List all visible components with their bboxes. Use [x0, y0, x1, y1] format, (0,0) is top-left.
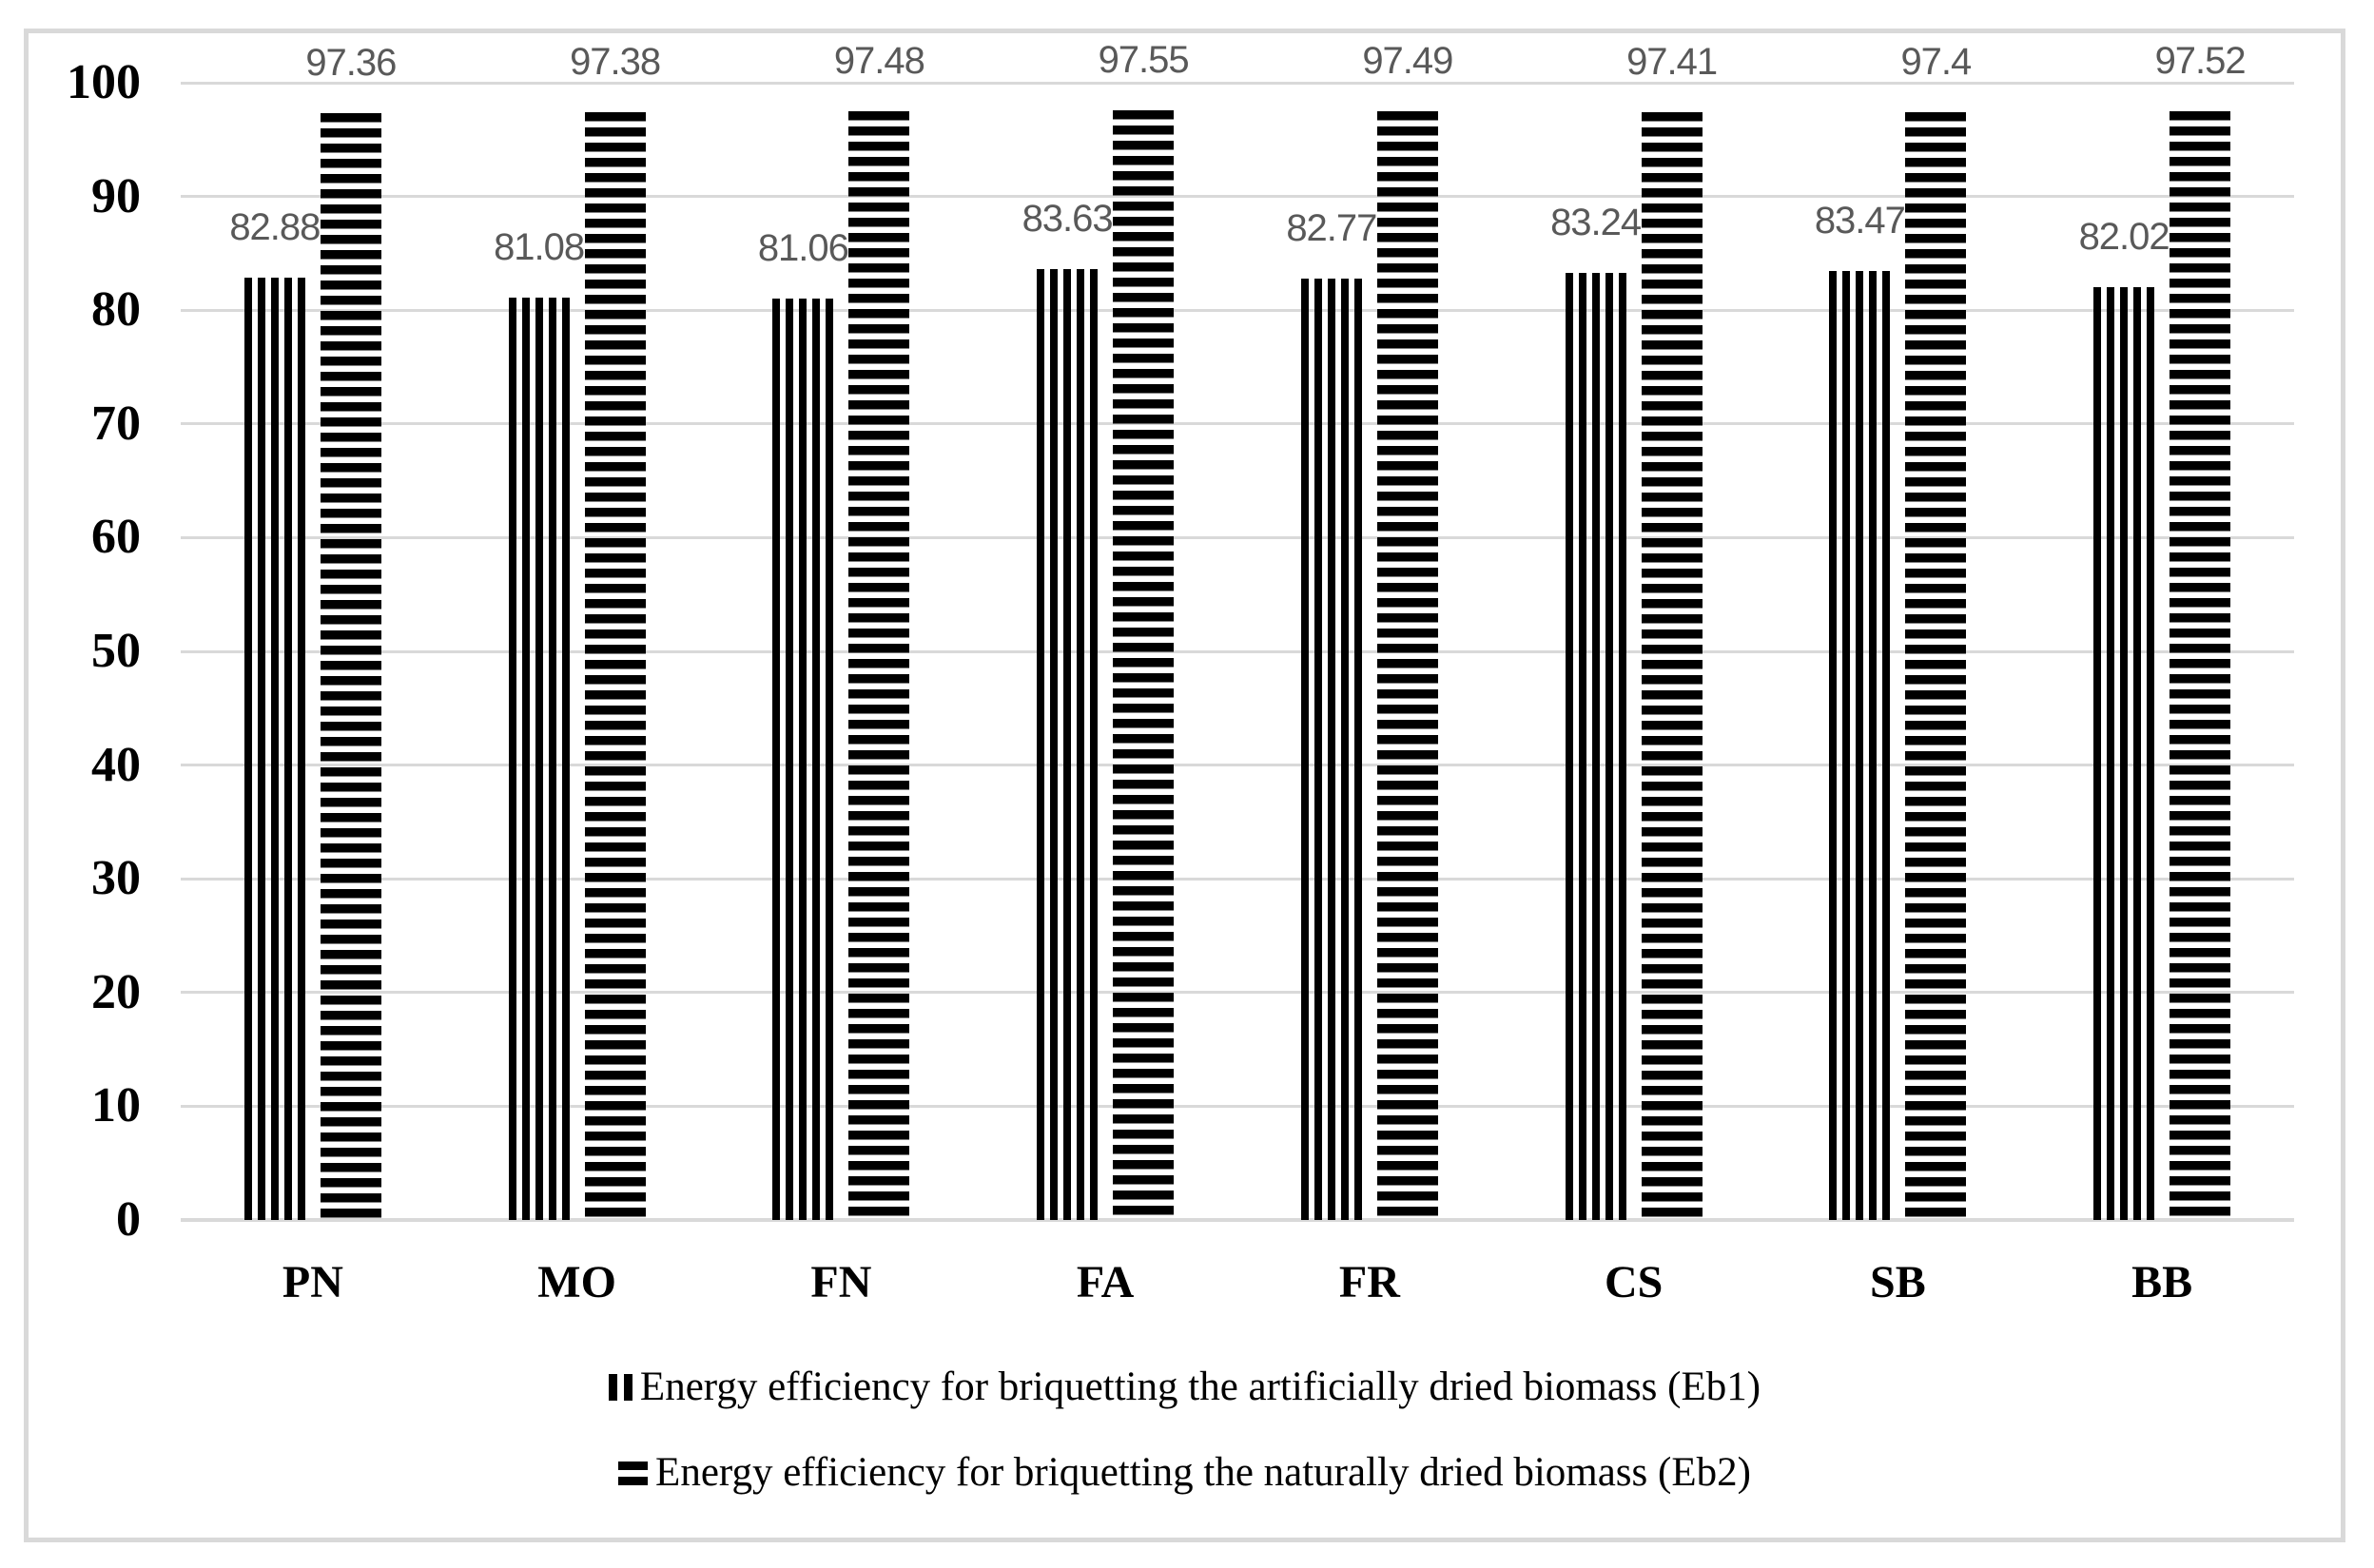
gridline: [181, 195, 2294, 198]
gridline: [181, 878, 2294, 881]
data-label: 97.36: [305, 41, 397, 84]
category-label: CS: [1604, 1257, 1664, 1307]
gridline: [181, 422, 2294, 425]
data-label: 81.08: [494, 226, 585, 269]
data-label: 82.02: [2078, 216, 2170, 259]
gridline: [181, 536, 2294, 539]
y-tick-label: 70: [91, 396, 141, 451]
gridline: [181, 1105, 2294, 1108]
y-tick-label: 20: [91, 964, 141, 1019]
legend-marker-horizontal-stripes-icon: [618, 1462, 648, 1485]
gridline: [181, 309, 2294, 312]
legend-label: Energy efficiency for briquetting the artificially dried biomass (Eb1): [639, 1365, 1761, 1409]
data-label: 83.24: [1550, 202, 1642, 244]
legend-label: Energy efficiency for briquetting the naturally dried biomass (Eb2): [655, 1450, 1751, 1495]
y-tick-label: 10: [91, 1078, 141, 1133]
y-tick-label: 60: [91, 510, 141, 565]
bar-series-1: [772, 299, 833, 1220]
data-label: 97.48: [833, 40, 924, 83]
y-tick-label: 90: [91, 168, 141, 223]
bar-series-1: [1829, 271, 1890, 1220]
category-label: FR: [1338, 1257, 1400, 1307]
data-label: 97.52: [2154, 39, 2246, 82]
gridline: [181, 764, 2294, 766]
bar-series-2: [585, 112, 646, 1220]
data-label: 83.47: [1814, 199, 1905, 242]
data-label: 81.06: [757, 226, 848, 269]
legend-marker-vertical-stripes-icon: [609, 1374, 632, 1401]
bar-series-2: [848, 111, 909, 1220]
data-label: 97.55: [1098, 39, 1189, 82]
category-label: MO: [537, 1257, 616, 1307]
legend-item: [609, 1362, 1761, 1413]
category-label: PN: [282, 1257, 343, 1307]
bar-series-1: [1301, 279, 1362, 1220]
legend: [24, 1362, 2345, 1499]
bar-series-1: [2093, 287, 2154, 1220]
bar-series-2: [1113, 110, 1174, 1220]
bar-series-1: [244, 278, 305, 1220]
y-tick-label: 50: [91, 624, 141, 678]
bar-series-1: [1037, 269, 1098, 1220]
y-tick-label: 30: [91, 851, 141, 906]
y-tick-label: 100: [67, 55, 141, 109]
gridline: [181, 1218, 2294, 1222]
y-tick-label: 40: [91, 737, 141, 792]
bar-series-2: [1377, 111, 1438, 1220]
category-label: SB: [1870, 1257, 1926, 1307]
data-label: 97.49: [1362, 40, 1453, 83]
data-label: 97.4: [1900, 41, 1972, 84]
y-tick-label: 0: [116, 1192, 141, 1247]
data-label: 83.63: [1022, 197, 1113, 240]
bar-series-2: [1905, 112, 1966, 1220]
bar-series-2: [2170, 111, 2230, 1220]
data-label: 82.88: [229, 205, 321, 248]
gridline: [181, 991, 2294, 994]
category-label: BB: [2131, 1257, 2193, 1307]
data-label: 97.38: [570, 41, 661, 84]
bar-series-2: [321, 113, 381, 1220]
data-label: 97.41: [1626, 40, 1718, 83]
category-label: FA: [1076, 1257, 1135, 1307]
data-label: 82.77: [1286, 207, 1377, 250]
category-label: FN: [810, 1257, 872, 1307]
bar-series-1: [1566, 273, 1626, 1220]
bar-series-1: [509, 298, 570, 1220]
y-tick-label: 80: [91, 282, 141, 338]
legend-item: [618, 1447, 1751, 1499]
gridline: [181, 650, 2294, 653]
bar-series-2: [1642, 112, 1703, 1220]
